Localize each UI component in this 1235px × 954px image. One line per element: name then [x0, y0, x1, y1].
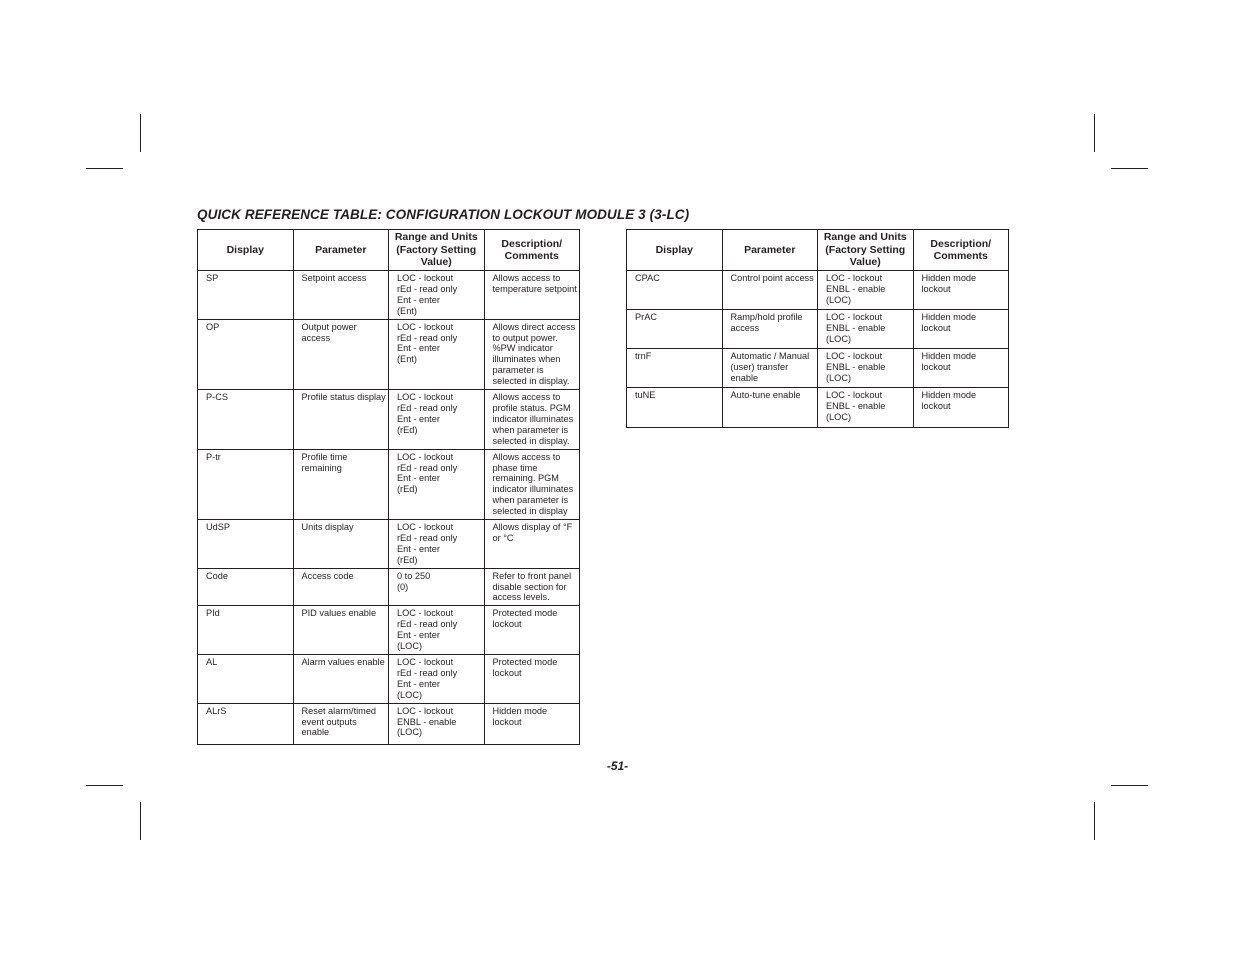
- header-description: Description/ Comments: [913, 230, 1009, 271]
- cell-display: tuNE: [627, 388, 723, 428]
- cell-range: LOC - lockout rEd - read only Ent - enter (rEd): [389, 390, 485, 450]
- cell-display: ALrS: [198, 703, 294, 744]
- table-row: [198, 390, 580, 450]
- cell-parameter: Ramp/hold profile access: [722, 310, 818, 349]
- cell-parameter: Output power access: [293, 319, 389, 389]
- cell-display: OP: [198, 319, 294, 389]
- header-range: Range and Units (Factory Setting Value): [818, 230, 914, 271]
- cell-range: LOC - lockout rEd - read only Ent - enter (LOC): [389, 606, 485, 655]
- cell-parameter: Automatic / Manual (user) transfer enable: [722, 349, 818, 388]
- cell-range: LOC - lockout ENBL - enable (LOC): [818, 349, 914, 388]
- table-row: [198, 449, 580, 519]
- cell-description: Protected mode lockout: [484, 655, 580, 704]
- cell-range: LOC - lockout rEd - read only Ent - enter (Ent): [389, 319, 485, 389]
- cell-display: P-CS: [198, 390, 294, 450]
- table-row: [198, 606, 580, 655]
- crop-mark: [86, 785, 123, 786]
- cell-description: Allows access to phase time remaining. PGM indicator illuminates when parameter is selected in display: [484, 449, 580, 519]
- header-parameter: Parameter: [722, 230, 818, 271]
- table-header-row: [198, 230, 580, 271]
- crop-mark: [1111, 785, 1148, 786]
- cell-range: LOC - lockout ENBL - enable (LOC): [818, 271, 914, 310]
- cell-description: Allows access to profile status. PGM indicator illuminates when parameter is selected in display.: [484, 390, 580, 450]
- cell-range: LOC - lockout rEd - read only Ent - enter (rEd): [389, 449, 485, 519]
- right-reference-table: [626, 229, 1009, 428]
- cell-description: Hidden mode lockout: [913, 349, 1009, 388]
- cell-display: trnF: [627, 349, 723, 388]
- cell-display: PrAC: [627, 310, 723, 349]
- crop-mark: [86, 168, 123, 169]
- cell-description: Refer to front panel disable section for access levels.: [484, 568, 580, 606]
- cell-parameter: Control point access: [722, 271, 818, 310]
- left-reference-table: [197, 229, 580, 745]
- cell-parameter: Access code: [293, 568, 389, 606]
- cell-display: Code: [198, 568, 294, 606]
- table-row: [627, 349, 1009, 388]
- cell-range: LOC - lockout ENBL - enable (LOC): [818, 388, 914, 428]
- page-title: QUICK REFERENCE TABLE: CONFIGURATION LOCKOUT MODULE 3 (3-LC): [197, 207, 690, 222]
- cell-display: CPAC: [627, 271, 723, 310]
- cell-parameter: Profile time remaining: [293, 449, 389, 519]
- header-range: Range and Units (Factory Setting Value): [389, 230, 485, 271]
- cell-range: LOC - lockout ENBL - enable (LOC): [389, 703, 485, 744]
- cell-description: Allows display of °F or °C: [484, 520, 580, 569]
- cell-parameter: PID values enable: [293, 606, 389, 655]
- header-parameter: Parameter: [293, 230, 389, 271]
- cell-display: AL: [198, 655, 294, 704]
- table-row: [198, 703, 580, 744]
- crop-mark: [1094, 114, 1095, 152]
- cell-range: LOC - lockout ENBL - enable (LOC): [818, 310, 914, 349]
- cell-description: Protected mode lockout: [484, 606, 580, 655]
- cell-display: SP: [198, 271, 294, 320]
- cell-range: LOC - lockout rEd - read only Ent - enter (LOC): [389, 655, 485, 704]
- table-row: [627, 388, 1009, 428]
- cell-parameter: Profile status display: [293, 390, 389, 450]
- cell-display: UdSP: [198, 520, 294, 569]
- table-row: [198, 655, 580, 704]
- cell-parameter: Auto-tune enable: [722, 388, 818, 428]
- header-description: Description/ Comments: [484, 230, 580, 271]
- header-display: Display: [627, 230, 723, 271]
- cell-parameter: Units display: [293, 520, 389, 569]
- crop-mark: [1111, 168, 1148, 169]
- cell-range: 0 to 250 (0): [389, 568, 485, 606]
- cell-description: Hidden mode lockout: [913, 271, 1009, 310]
- page-number: -51-: [606, 759, 629, 773]
- cell-range: LOC - lockout rEd - read only Ent - enter (rEd): [389, 520, 485, 569]
- cell-parameter: Setpoint access: [293, 271, 389, 320]
- cell-description: Hidden mode lockout: [913, 388, 1009, 428]
- header-display: Display: [198, 230, 294, 271]
- crop-mark: [1094, 802, 1095, 840]
- table-row: [198, 319, 580, 389]
- table-row: [198, 568, 580, 606]
- cell-description: Hidden mode lockout: [484, 703, 580, 744]
- table-row: [198, 271, 580, 320]
- table-row: [198, 520, 580, 569]
- cell-description: Allows access to temperature setpoint: [484, 271, 580, 320]
- crop-mark: [140, 802, 141, 840]
- table-header-row: [627, 230, 1009, 271]
- cell-display: P-tr: [198, 449, 294, 519]
- cell-parameter: Alarm values enable: [293, 655, 389, 704]
- cell-parameter: Reset alarm/timed event outputs enable: [293, 703, 389, 744]
- cell-description: Allows direct access to output power. %PW indicator illuminates when parameter is selected in display.: [484, 319, 580, 389]
- table-row: [627, 310, 1009, 349]
- cell-range: LOC - lockout rEd - read only Ent - enter (Ent): [389, 271, 485, 320]
- cell-display: PId: [198, 606, 294, 655]
- crop-mark: [140, 114, 141, 152]
- table-row: [627, 271, 1009, 310]
- cell-description: Hidden mode lockout: [913, 310, 1009, 349]
